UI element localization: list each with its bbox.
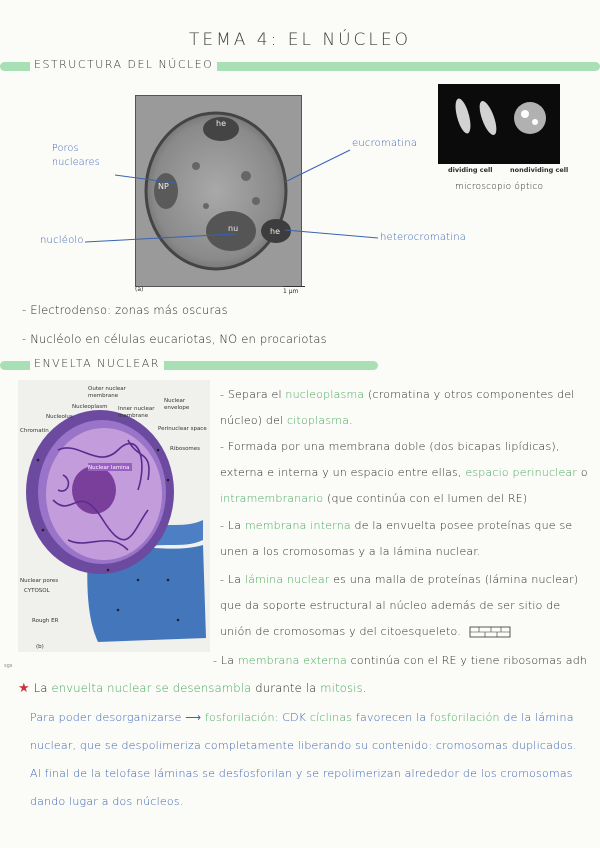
p2-b: o bbox=[577, 466, 588, 479]
dl-outer-membrane: Outer nuclear membrane bbox=[88, 386, 126, 399]
star-c: . bbox=[362, 681, 367, 695]
envelope-point-3 bbox=[220, 513, 592, 565]
label-poros-nucleares: Poros nucleares bbox=[52, 143, 100, 168]
envelope-diagram-labels bbox=[18, 380, 210, 652]
mt-fosforilacion-2: fosforilación bbox=[430, 711, 500, 724]
star-b: durante la bbox=[251, 681, 321, 695]
mt-b: : CDK bbox=[274, 711, 310, 724]
envelope-point-4 bbox=[220, 567, 592, 645]
p2-espacio-perinuclear: espacio perinuclear bbox=[465, 466, 578, 479]
label-heterocromatina: heterocromatina bbox=[380, 232, 467, 243]
dl-inner-membrane: Inner nuclear membrane bbox=[118, 406, 155, 419]
mt-a: Para poder desorganizarse ⟶ bbox=[30, 711, 205, 724]
fluorescence-image bbox=[438, 84, 560, 164]
dl-nucleoplasm: Nucleoplasm bbox=[72, 404, 108, 410]
micro-panel-label: (a) bbox=[135, 286, 144, 293]
p3-a: - La bbox=[220, 519, 245, 532]
p2-a: - Formada por una membrana doble (dos bicapas lipídicas), externa e interna y un espacio entre ellas, bbox=[220, 440, 560, 479]
mitosis-star-line bbox=[18, 676, 367, 701]
fluor-dividing-label: dividing cell bbox=[448, 166, 493, 174]
mt-ciclinas: cíclinas bbox=[309, 711, 353, 724]
page-title: TEMA 4: EL NÚCLEO bbox=[188, 30, 411, 50]
p1-citoplasma: citoplasma bbox=[287, 414, 350, 427]
envelope-point-1 bbox=[220, 382, 592, 434]
p2-intramembranario: intramembranario bbox=[220, 492, 324, 505]
dl-panel-b: (b) bbox=[36, 644, 44, 650]
micro-he1: he bbox=[216, 119, 226, 128]
star-desensambla: envuelta nuclear se desensambla bbox=[51, 681, 252, 695]
p5-a: - La bbox=[213, 654, 238, 667]
p4-a: - La bbox=[220, 573, 245, 586]
fluor-nondividing-label: nondividing cell bbox=[510, 166, 569, 174]
mt-fosforilacion: fosforilación bbox=[204, 711, 275, 724]
micro-scale-bar: 1 μm bbox=[283, 286, 305, 295]
p4-lamina-nuclear: lámina nuclear bbox=[244, 573, 330, 586]
micro-np: NP bbox=[158, 182, 169, 191]
bullet-electrodenso: - Electrodenso: zonas más oscuras bbox=[22, 303, 228, 317]
p1-nucleoplasma: nucleoplasma bbox=[285, 388, 365, 401]
star-a: La bbox=[33, 681, 52, 695]
micro-he2: he bbox=[270, 227, 280, 236]
dl-nuclear-pores: Nuclear pores bbox=[20, 578, 59, 584]
p3-membrana-interna: membrana interna bbox=[244, 519, 351, 532]
section-heading-estructura: ESTRUCTURA DEL NÚCLEO bbox=[30, 58, 217, 71]
p4-b: es una malla de proteínas (lámina nuclear) que da soporte estructural al núcleo además de ser sitio de unión de cromosomas y del citoesqueleto. bbox=[220, 573, 579, 638]
dl-rough-er: Rough ER bbox=[32, 618, 59, 624]
p5-membrana-externa: membrana externa bbox=[237, 654, 347, 667]
mt-d: de la lámina nuclear, que se despolimeriza completamente liberando su contenido: cromosomas duplicados. Al final de la telofase láminas se desfosforilan y se repolimerizan alrededor de los cromosomas dando lugar a dos núcleos. bbox=[30, 711, 577, 808]
label-eucromatina: eucromatina bbox=[352, 138, 418, 149]
section-heading-envelta: ENVELTA NUCLEAR bbox=[30, 357, 164, 370]
label-nucleolo: nucléolo bbox=[40, 235, 84, 246]
p5-b: continúa con el RE y tiene ribosomas adh bbox=[346, 654, 588, 667]
diagram-tag: sgs bbox=[4, 663, 13, 669]
p2-c: (que continúa con el lumen del RE) bbox=[323, 492, 528, 505]
dl-chromatin: Chromatin bbox=[20, 428, 49, 434]
envelope-point-5 bbox=[213, 648, 600, 674]
fluor-caption: microscopio óptico bbox=[455, 182, 544, 192]
star-icon: ★ bbox=[18, 681, 30, 696]
fluorescence-svg bbox=[438, 84, 560, 164]
mitosis-paragraph bbox=[30, 704, 585, 816]
dl-ribosomes: Ribosomes bbox=[170, 446, 201, 452]
micro-nu: nu bbox=[228, 224, 239, 233]
dl-nuclear-envelope: Nuclear envelope bbox=[164, 398, 190, 411]
p1-b: (cromatina y otros componentes del núcleo) del bbox=[220, 388, 575, 427]
p1-a: - Separa el bbox=[220, 388, 286, 401]
mt-c: favorecen la bbox=[352, 711, 431, 724]
p1-c: . bbox=[349, 414, 353, 427]
bullet-nucleolo-eucariotas: - Nucléolo en células eucariotas, NO en procariotas bbox=[22, 332, 327, 346]
envelope-point-2 bbox=[220, 434, 592, 512]
dl-perinuclear: Perinuclear space bbox=[158, 426, 207, 432]
p3-b: de la envuelta posee proteínas que se unen a los cromosomas y a la lámina nuclear. bbox=[220, 519, 573, 558]
lamina-sketch-icon bbox=[469, 626, 511, 638]
dl-nucleolus: Nucleolus bbox=[46, 414, 73, 420]
dl-cytosol: CYTOSOL bbox=[24, 588, 50, 594]
dl-nuclear-lamina: Nuclear lamina bbox=[88, 465, 130, 471]
star-mitosis: mitosis bbox=[320, 681, 363, 695]
